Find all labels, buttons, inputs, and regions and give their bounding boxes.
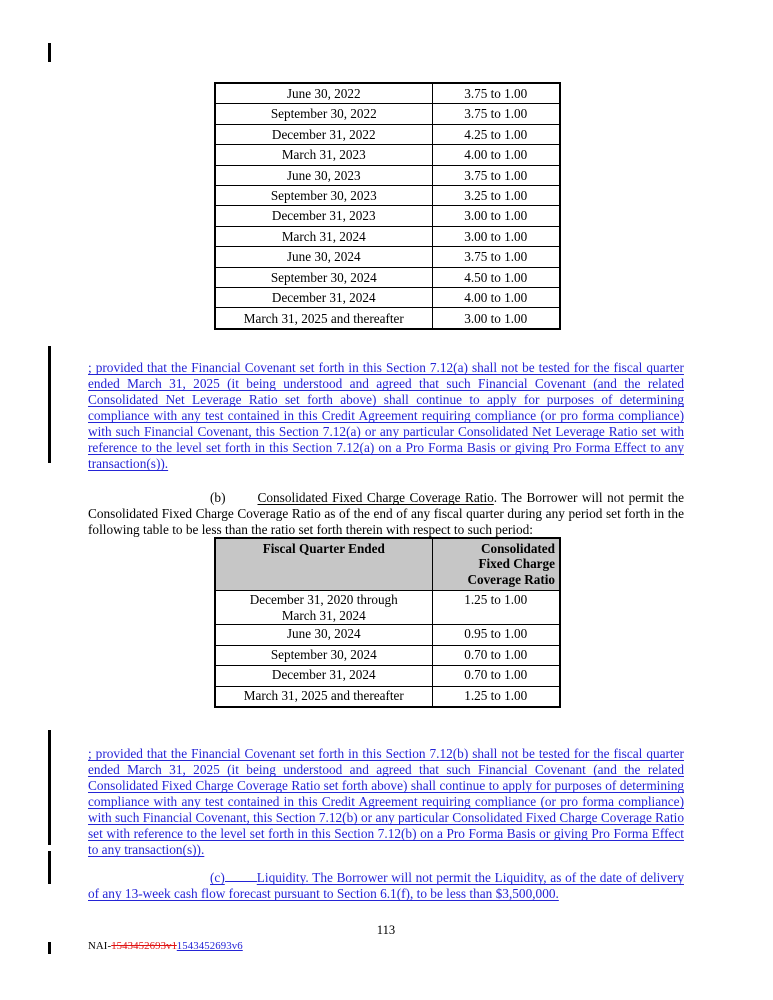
quarter-cell: September 30, 2022 [215, 104, 432, 124]
ratio-cell: 1.25 to 1.00 [432, 591, 560, 625]
table-row [215, 186, 560, 206]
ratio-cell: 3.00 to 1.00 [432, 206, 560, 226]
change-bar [48, 942, 51, 954]
ratio-cell: 3.75 to 1.00 [432, 165, 560, 185]
table-row [215, 226, 560, 246]
fixed-charge-coverage-table [214, 537, 561, 708]
quarter-cell: June 30, 2024 [215, 247, 432, 267]
page-number: 113 [376, 923, 396, 937]
net-leverage-ratio-table [214, 82, 561, 330]
quarter-cell: March 31, 2025 and thereafter [215, 308, 432, 329]
header-line: Coverage Ratio [467, 571, 555, 587]
ratio-cell: 1.25 to 1.00 [432, 686, 560, 707]
ratio-cell: 4.00 to 1.00 [432, 145, 560, 165]
ratio-cell: 0.70 to 1.00 [432, 645, 560, 666]
table-row [215, 104, 560, 124]
ratio-cell: 3.25 to 1.00 [432, 186, 560, 206]
proviso-paragraph-7-12a [88, 360, 684, 472]
table-row [215, 288, 560, 308]
ratio-cell: 3.75 to 1.00 [432, 247, 560, 267]
table-row [215, 124, 560, 144]
section-body-text: . The Borrower will not permit the Consolidated Fixed Charge Coverage Ratio as of the end of any fiscal quarter during any period set forth in the following table to be less than the ratio set forth therein with respect to such period: [88, 490, 684, 538]
quarter-cell: December 31, 2024 [215, 288, 432, 308]
ratio-cell: 3.75 to 1.00 [432, 104, 560, 124]
ratio-cell: 3.75 to 1.00 [432, 83, 560, 104]
section-label: (c) [210, 870, 225, 886]
table-row [215, 645, 560, 666]
table-row [215, 625, 560, 646]
table-row [215, 247, 560, 267]
quarter-cell: September 30, 2024 [215, 645, 432, 666]
ratio-cell: 4.50 to 1.00 [432, 267, 560, 287]
quarter-cell: March 31, 2024 [215, 226, 432, 246]
quarter-cell: December 31, 2024 [215, 666, 432, 687]
ratio-cell: 4.00 to 1.00 [432, 288, 560, 308]
quarter-cell: March 31, 2023 [215, 145, 432, 165]
quarter-cell: June 30, 2023 [215, 165, 432, 185]
table-row [215, 267, 560, 287]
quarter-cell: September 30, 2024 [215, 267, 432, 287]
docid-deleted-version: 1543452693v1 [111, 940, 177, 952]
table-row [215, 206, 560, 226]
column-header-coverage-ratio [432, 538, 560, 591]
section-heading: Liquidity [256, 870, 306, 886]
quarter-line: December 31, 2020 through [249, 592, 398, 608]
section-label: (b) [210, 490, 226, 506]
header-line: Consolidated [480, 541, 555, 556]
table-row [215, 83, 560, 104]
change-bar [48, 730, 51, 845]
table-row [215, 591, 560, 625]
quarter-cell: March 31, 2025 and thereafter [215, 686, 432, 707]
table-row [215, 308, 560, 329]
table-header-row [215, 538, 560, 591]
quarter-cell: December 31, 2022 [215, 124, 432, 144]
column-header-fiscal-quarter: Fiscal Quarter Ended [215, 538, 432, 591]
table-row [215, 686, 560, 707]
section-c-paragraph [88, 868, 684, 902]
table-row [215, 145, 560, 165]
quarter-cell: June 30, 2024 [215, 625, 432, 646]
docid-inserted-version: 1543452693v6 [176, 940, 243, 952]
proviso-paragraph-7-12b [88, 746, 684, 858]
table-row [215, 165, 560, 185]
inserted-text: ; provided that the Financial Covenant set forth in this Section 7.12(b) shall not be tested for the fiscal quarter ended March 31, 2025 (it being understood and agreed that such Financial Covenant (and the related Consolidated Fixed Charge Coverage Ratio set forth above) shall continue to apply for purposes of determining compliance with any test contained in this Credit Agreement requiring compliance (or pro forma compliance) with such Financial Covenant, this Section 7.12(b) or any particular Consolidated Fixed Charge Coverage Ratio set with reference to the level set forth in this Section 7.12(b) on a Pro Forma Basis or giving Pro Forma Effect to any transaction(s)). [88, 746, 684, 858]
section-b-paragraph [88, 490, 684, 538]
ratio-cell: 4.25 to 1.00 [432, 124, 560, 144]
change-bar [48, 346, 51, 463]
tab-gap [225, 868, 257, 882]
section-heading: Consolidated Fixed Charge Coverage Ratio [257, 490, 494, 506]
section-body-text: . The Borrower will not permit the Liquidity, as of the date of delivery of any 13-week cash flow forecast pursuant to Section 6.1(f), to be less than $3,500,000. [88, 870, 684, 902]
docid-prefix: NAI- [88, 940, 112, 952]
ratio-cell: 0.95 to 1.00 [432, 625, 560, 646]
ratio-cell: 3.00 to 1.00 [432, 226, 560, 246]
ratio-cell: 0.70 to 1.00 [432, 666, 560, 687]
quarter-cell: December 31, 2023 [215, 206, 432, 226]
ratio-cell: 3.00 to 1.00 [432, 308, 560, 329]
quarter-line: March 31, 2024 [281, 607, 366, 623]
inserted-text: ; provided that the Financial Covenant set forth in this Section 7.12(a) shall not be tested for the fiscal quarter ended March 31, 2025 (it being understood and agreed that such Financial Covenant (and the related Consolidated Net Leverage Ratio set forth above) shall continue to apply for purposes of determining compliance with any test contained in this Credit Agreement requiring compliance (or pro forma compliance) with such Financial Covenant, this Section 7.12(a) or any particular Consolidated Net Leverage Ratio set with reference to the level set forth in this Section 7.12(a) on a Pro Forma Basis or giving Pro Forma Effect to any transaction(s)). [88, 360, 684, 472]
table-row [215, 666, 560, 687]
change-bar [48, 851, 51, 884]
document-id-footer [88, 940, 243, 952]
change-bar [48, 43, 51, 62]
quarter-cell: September 30, 2023 [215, 186, 432, 206]
quarter-cell [215, 591, 432, 625]
quarter-cell: June 30, 2022 [215, 83, 432, 104]
header-line: Fixed Charge [478, 556, 555, 572]
